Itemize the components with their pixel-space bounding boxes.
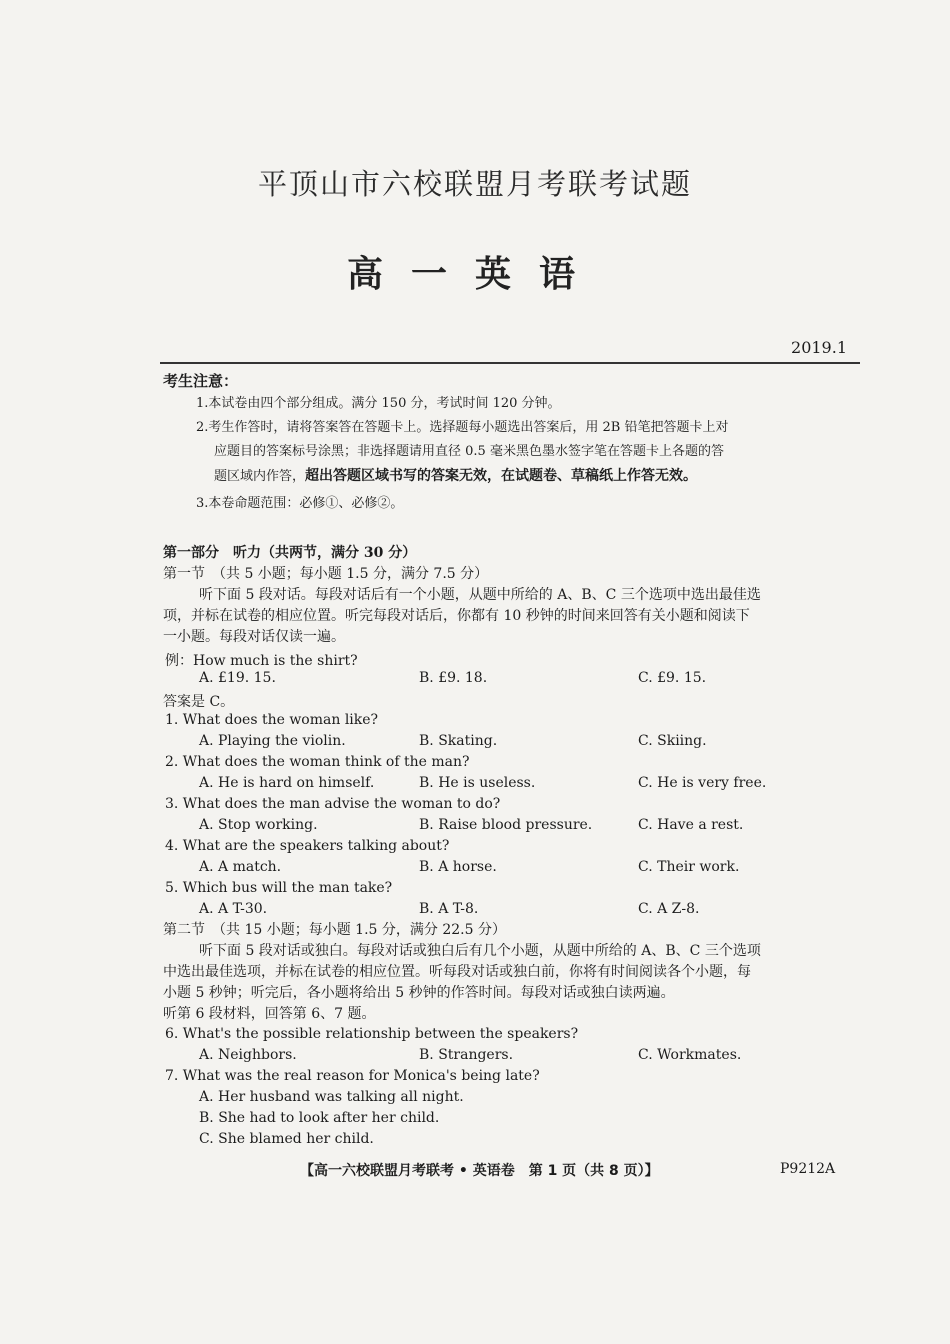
example-option-b: B. £9. 18. [419, 670, 488, 686]
part1-heading: 第一部分 听力（共两节，满分 30 分） [163, 545, 417, 561]
question-2-option-c: C. He is very free. [638, 775, 767, 791]
subject-title: 高一英语 [346, 254, 603, 295]
question-7-option-a: A. Her husband was talking all night. [199, 1089, 464, 1105]
question-3-option-b: B. Raise blood pressure. [419, 817, 593, 833]
question-6-option-b: B. Strangers. [419, 1047, 514, 1063]
question-4-option-a: A. A match. [199, 859, 282, 875]
example-answer: 答案是 C。 [163, 694, 235, 710]
header-divider [160, 362, 860, 364]
notice-emphasis: 超出答题区域书写的答案无效，在试题卷、草稿纸上作答无效。 [305, 468, 698, 484]
example-question: 例：How much is the shirt? [165, 653, 358, 669]
question-6: 6. What's the possible relationship between the speakers? [165, 1026, 579, 1042]
question-1-option-c: C. Skiing. [638, 733, 707, 749]
question-6-option-c: C. Workmates. [638, 1047, 742, 1063]
question-6-option-a: A. Neighbors. [199, 1047, 297, 1063]
question-1: 1. What does the woman like? [165, 712, 379, 728]
exam-date: 2019.1 [791, 338, 847, 357]
section2-instruction-line-3: 小题 5 秒钟；听完后，各小题将给出 5 秒钟的作答时间。每段对话或独白读两遍。 [163, 985, 675, 1001]
question-5-option-b: B. A T-8. [419, 901, 479, 917]
question-3-option-a: A. Stop working. [199, 817, 318, 833]
question-5-option-c: C. A Z-8. [638, 901, 700, 917]
question-5-option-a: A. A T-30. [199, 901, 268, 917]
notice-item-2-line-1: 2.考生作答时，请将答案答在答题卡上。选择题每小题选出答案后，用 2B 铅笔把答题卡上对 [196, 420, 729, 435]
question-7: 7. What was the real reason for Monica's being late? [165, 1068, 540, 1084]
notice-item-3: 3.本卷命题范围：必修①、必修②。 [196, 496, 404, 511]
question-3-option-c: C. Have a rest. [638, 817, 744, 833]
question-5: 5. Which bus will the man take? [165, 880, 393, 896]
example-option-a: A. £19. 15. [199, 670, 276, 686]
material-6-instruction: 听第 6 段材料，回答第 6、7 题。 [163, 1006, 376, 1022]
question-3: 3. What does the man advise the woman to do? [165, 796, 501, 812]
paper-code: P9212A [780, 1161, 836, 1177]
notice-item-2-line-3 [214, 468, 874, 485]
section2-instruction-line-1: 听下面 5 段对话或独白。每段对话或独白后有几个小题，从题中所给的 A、B、C 三个选项 [199, 943, 761, 959]
question-4-option-c: C. Their work. [638, 859, 740, 875]
section2-heading: 第二节 （共 15 小题；每小题 1.5 分，满分 22.5 分） [163, 922, 506, 938]
section1-heading: 第一节 （共 5 小题；每小题 1.5 分，满分 7.5 分） [163, 566, 489, 582]
section2-instruction-line-2: 中选出最佳选项，并标在试卷的相应位置。听每段对话或独白前，你将有时间阅读各个小题，每 [163, 964, 751, 980]
question-7-option-b: B. She had to look after her child. [199, 1110, 440, 1126]
example-option-c: C. £9. 15. [638, 670, 707, 686]
question-1-option-b: B. Skating. [419, 733, 498, 749]
notice-title: 考生注意： [163, 372, 239, 390]
page-footer: 【高一六校联盟月考联考 • 英语卷 第 1 页（共 8 页）】 [300, 1163, 659, 1179]
question-4: 4. What are the speakers talking about? [165, 838, 450, 854]
notice-item-2-line-3-text: 题区域内作答， [214, 469, 306, 484]
question-1-option-a: A. Playing the violin. [199, 733, 346, 749]
question-4-option-b: B. A horse. [419, 859, 497, 875]
question-2: 2. What does the woman think of the man? [165, 754, 470, 770]
exam-title: 平顶山市六校联盟月考联考试题 [257, 167, 692, 201]
section1-instruction-line-1: 听下面 5 段对话。每段对话后有一个小题，从题中所给的 A、B、C 三个选项中选出最佳选 [199, 587, 761, 603]
section1-instruction-line-2: 项，并标在试卷的相应位置。听完每段对话后，你都有 10 秒钟的时间来回答有关小题和阅读下 [163, 608, 750, 624]
question-2-option-a: A. He is hard on himself. [199, 775, 375, 791]
question-7-option-c: C. She blamed her child. [199, 1131, 374, 1147]
notice-item-2-line-2: 应题目的答案标号涂黑；非选择题请用直径 0.5 毫米黑色墨水签字笔在答题卡上各题的答 [214, 444, 724, 459]
question-2-option-b: B. He is useless. [419, 775, 536, 791]
notice-item-1: 1.本试卷由四个部分组成。满分 150 分，考试时间 120 分钟。 [196, 396, 561, 411]
section1-instruction-line-3: 一小题。每段对话仅读一遍。 [163, 629, 345, 645]
